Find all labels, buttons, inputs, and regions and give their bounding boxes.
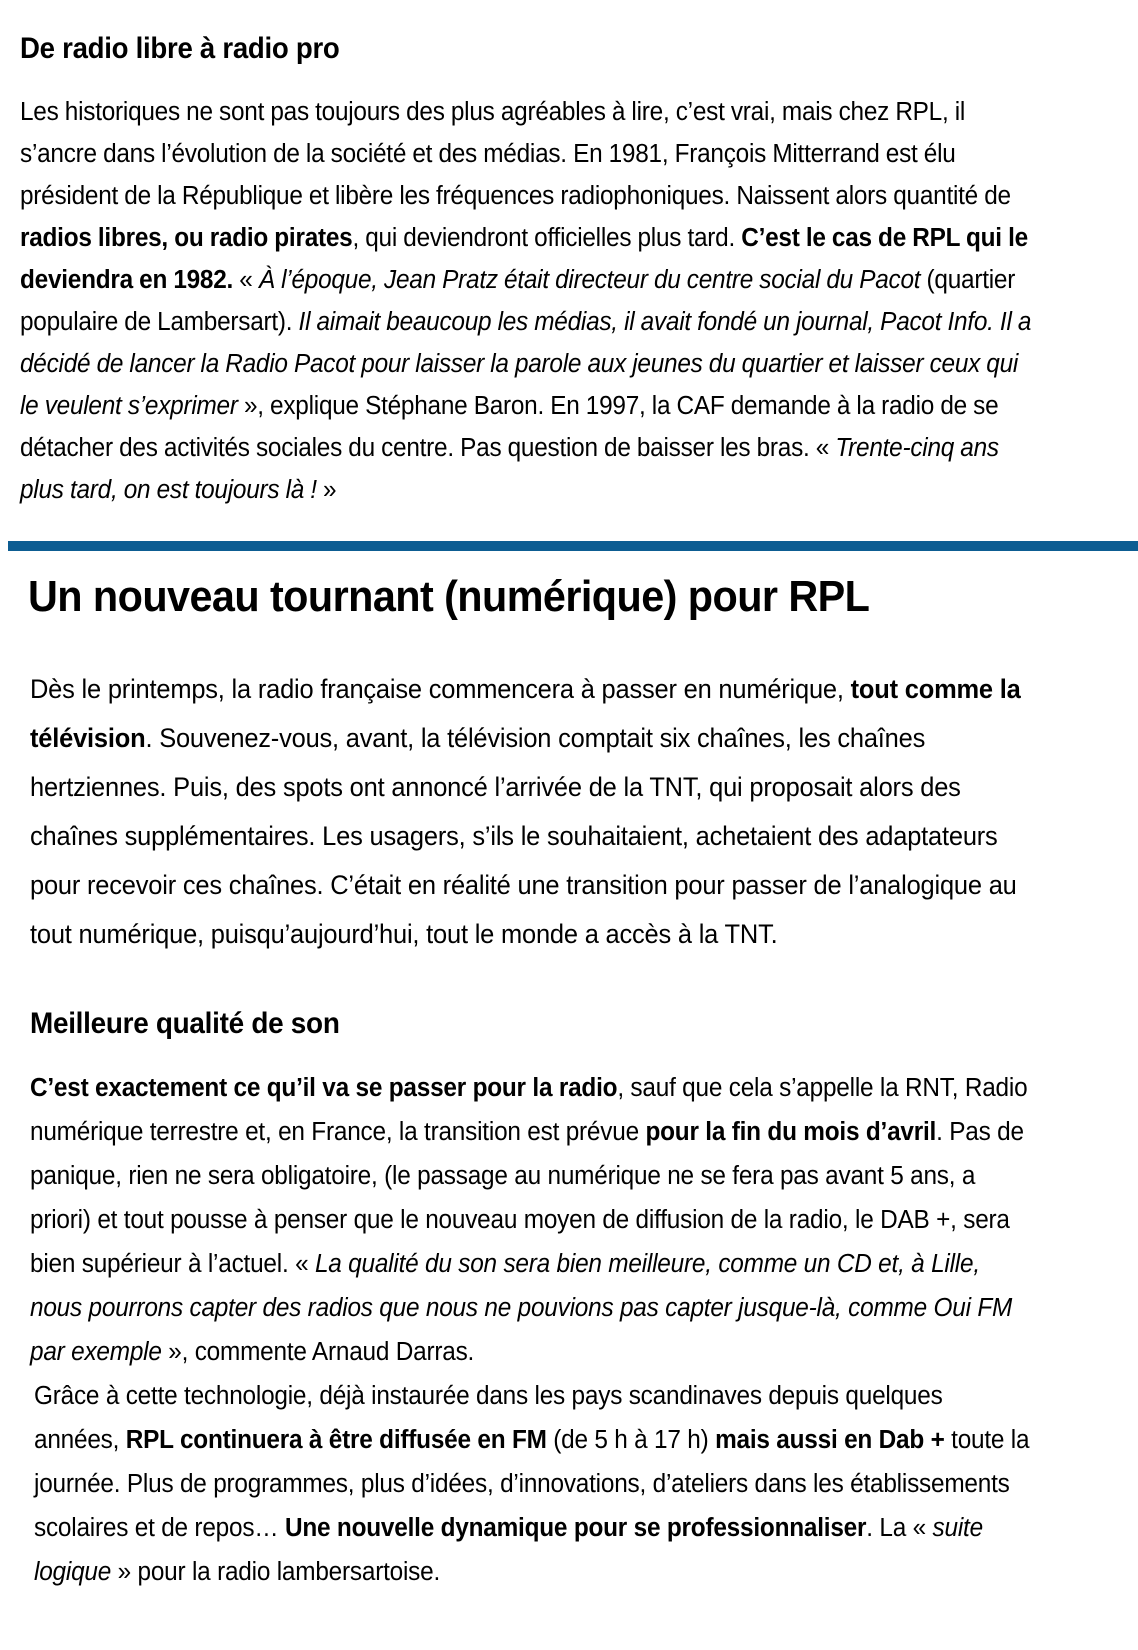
text-run: toute la journée. Plus de programmes, plus d’idées, d’innovations, d’ateliers dans les établissements scolaires et de repos… xyxy=(34,1425,1030,1542)
text-run: » xyxy=(316,476,337,504)
blue-section-divider xyxy=(8,541,1138,551)
text-run-bold: Une nouvelle dynamique pour se professionnaliser xyxy=(285,1513,867,1542)
text-run: , qui deviendront officielles plus tard. xyxy=(352,224,742,252)
article-section-history xyxy=(0,0,1138,511)
text-run: (de 5 h à 17 h) xyxy=(546,1425,716,1454)
text-run: » pour la radio lambersartoise. xyxy=(111,1557,441,1586)
text-run-bold: radios libres, ou radio pirates xyxy=(20,224,353,252)
text-run: Grâce à cette technologie, déjà instaurée dans les pays scandinaves depuis quelques années, xyxy=(34,1381,943,1454)
text-run-bold: pour la fin du mois d’avril xyxy=(645,1117,937,1146)
text-run-bold: tout comme la télévision xyxy=(30,673,1021,753)
text-run-italic: À l’époque, Jean Pratz était directeur du centre social du Pacot xyxy=(258,266,921,294)
text-run-italic: Trente-cinq ans plus tard, on est toujours là ! xyxy=(20,434,999,504)
section-heading-meilleure-qualite: Meilleure qualité de son xyxy=(30,1006,340,1040)
text-run-bold: mais aussi en Dab + xyxy=(715,1425,945,1454)
text-run: », explique Stéphane Baron. En 1997, la CAF demande à la radio de se détacher des activités sociales du centre. Pas question de baisser les bras. « xyxy=(20,392,999,462)
text-run: . Souvenez-vous, avant, la télévision comptait six chaînes, les chaînes hertziennes. Puis, des spots ont annoncé l’arrivée de la TNT, qui proposait alors des chaînes supplémentaires. Les usagers, s’ils le souhaitaient, achetaient des adaptateurs pour recevoir ces chaînes. C’était en réalité une transition pour passer de l’analogique au tout numérique, puisqu’aujourd’hui, tout le monde a accès à la TNT. xyxy=(30,722,1017,949)
text-run-bold: C’est exactement ce qu’il va se passer pour la radio xyxy=(30,1073,618,1102)
text-run: « xyxy=(233,266,259,294)
divider-container xyxy=(0,541,1138,551)
text-run-italic: La qualité du son sera bien meilleure, comme un CD et, à Lille, nous pourrons capter des radios que nous ne pouvions pas capter jusque-là, comme Oui FM par exemple xyxy=(30,1249,1013,1366)
text-run-italic: suite logique xyxy=(34,1513,983,1586)
page-title: Un nouveau tournant (numérique) pour RPL xyxy=(28,572,870,621)
text-run: Dès le printemps, la radio française commencera à passer en numérique, xyxy=(30,673,851,704)
section-heading-de-radio-libre: De radio libre à radio pro xyxy=(20,32,340,65)
text-run-bold: RPL continuera à être diffusée en FM xyxy=(125,1425,547,1454)
text-run: Les historiques ne sont pas toujours des plus agréables à lire, c’est vrai, mais chez RPL, il s’ancre dans l’évolution de la société et des médias. En 1981, François Mitterrand est élu président de la République et libère les fréquences radiophoniques. Naissent alors quantité de xyxy=(20,98,1011,210)
article-section-digital xyxy=(0,551,1138,1594)
text-run: . La « xyxy=(866,1513,933,1542)
text-run: . Pas de panique, rien ne sera obligatoire, (le passage au numérique ne se fera pas avant 5 ans, a priori) et tout pousse à penser que le nouveau moyen de diffusion de la radio, le DAB +, sera bien supérieur à l’actuel. « xyxy=(30,1117,1024,1278)
paragraph-intro xyxy=(30,665,1036,959)
text-run: », commente Arnaud Darras. xyxy=(161,1337,475,1366)
text-run-bold: C’est le cas de RPL qui le deviendra en 1982. xyxy=(20,224,1028,294)
paragraph-final xyxy=(34,1374,1031,1594)
paragraph-history xyxy=(20,91,1032,511)
text-run: , sauf que cela s’appelle la RNT, Radio numérique terrestre et, en France, la transition est prévue xyxy=(30,1073,1028,1146)
text-run: (quartier populaire de Lambersart). xyxy=(20,266,1016,336)
text-run-italic: Il aimait beaucoup les médias, il avait fondé un journal, Pacot Info. Il a décidé de lancer la Radio Pacot pour laisser la parole aux jeunes du quartier et laisser ceux qui le veulent s’exprimer xyxy=(20,308,1032,420)
paragraph-quality xyxy=(30,1066,1031,1374)
